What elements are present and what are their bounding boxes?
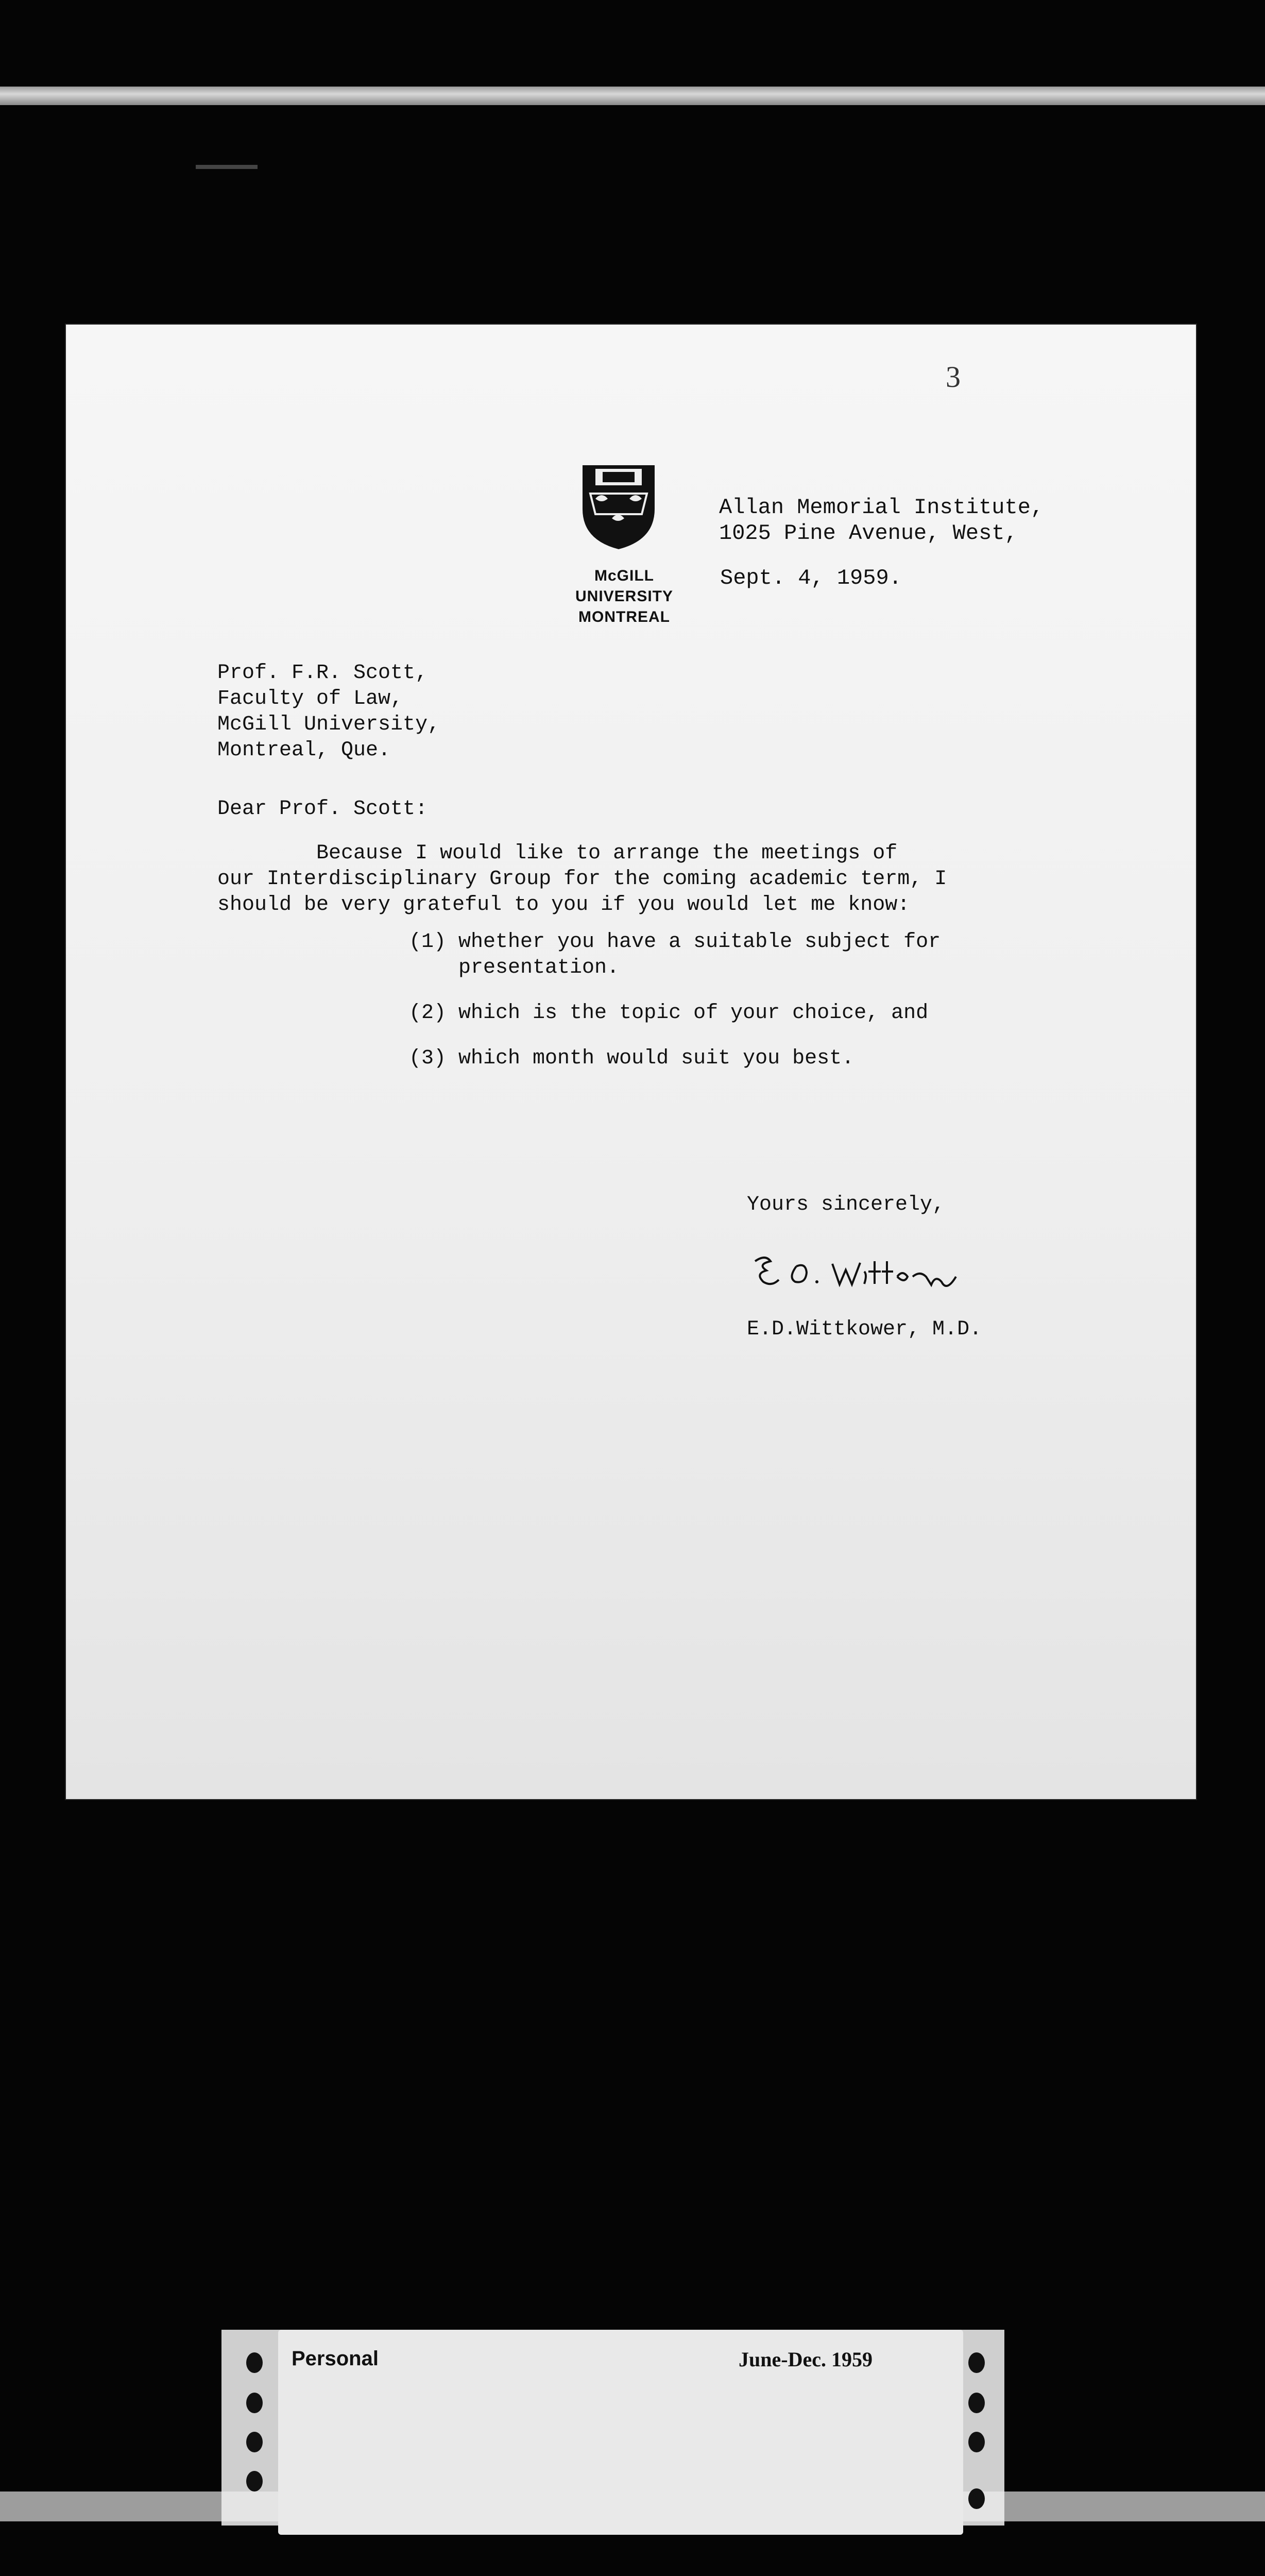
list-item: (2) which is the topic of your choice, and <box>409 1002 929 1025</box>
handwritten-signature <box>745 1246 971 1302</box>
body-paragraph: Because I would like to arrange the meetings of our Interdisciplinary Group for the coming academic term, I should be very grateful to you if you would let me know: <box>217 842 947 917</box>
list-item: (3) which month would suit you best. <box>409 1047 854 1070</box>
punch-hole <box>246 2393 263 2413</box>
letter-date: Sept. 4, 1959. <box>720 566 902 590</box>
address-line-1: Allan Memorial Institute, <box>719 495 1044 520</box>
letter-page <box>65 324 1197 1800</box>
closing: Yours sincerely, <box>747 1193 945 1216</box>
punch-hole <box>968 2432 985 2452</box>
salutation: Dear Prof. Scott: <box>217 798 428 821</box>
punch-hole <box>968 2488 985 2509</box>
folder-label-category: Personal <box>292 2347 379 2370</box>
recipient-line-4: Montreal, Que. <box>217 739 391 762</box>
mcgill-crest-logo <box>580 463 657 550</box>
city-label: MONTREAL <box>578 608 670 625</box>
signer-name: E.D.Wittkower, M.D. <box>747 1318 982 1341</box>
film-edge-marks <box>196 165 258 169</box>
recipient-line-1: Prof. F.R. Scott, <box>217 662 428 685</box>
punch-hole <box>968 2393 985 2413</box>
film-strip-top <box>0 87 1265 105</box>
sender-address <box>719 495 1044 546</box>
list-item: (1) whether you have a suitable subject for presentation. <box>409 930 941 979</box>
punch-hole <box>968 2352 985 2373</box>
punch-hole <box>246 2352 263 2373</box>
question-list <box>409 929 941 1091</box>
punch-hole <box>246 2432 263 2452</box>
punch-hole <box>246 2471 263 2492</box>
folder-label-dates: June-Dec. 1959 <box>739 2348 873 2371</box>
university-label: McGILL UNIVERSITY <box>575 567 674 605</box>
page-number-mark: 3 <box>946 360 961 394</box>
address-line-2: 1025 Pine Avenue, West, <box>719 521 1018 546</box>
recipient-line-2: Faculty of Law, <box>217 687 403 710</box>
recipient-line-3: McGill University, <box>217 713 440 736</box>
recipient-block <box>217 660 440 764</box>
university-name <box>547 566 702 628</box>
